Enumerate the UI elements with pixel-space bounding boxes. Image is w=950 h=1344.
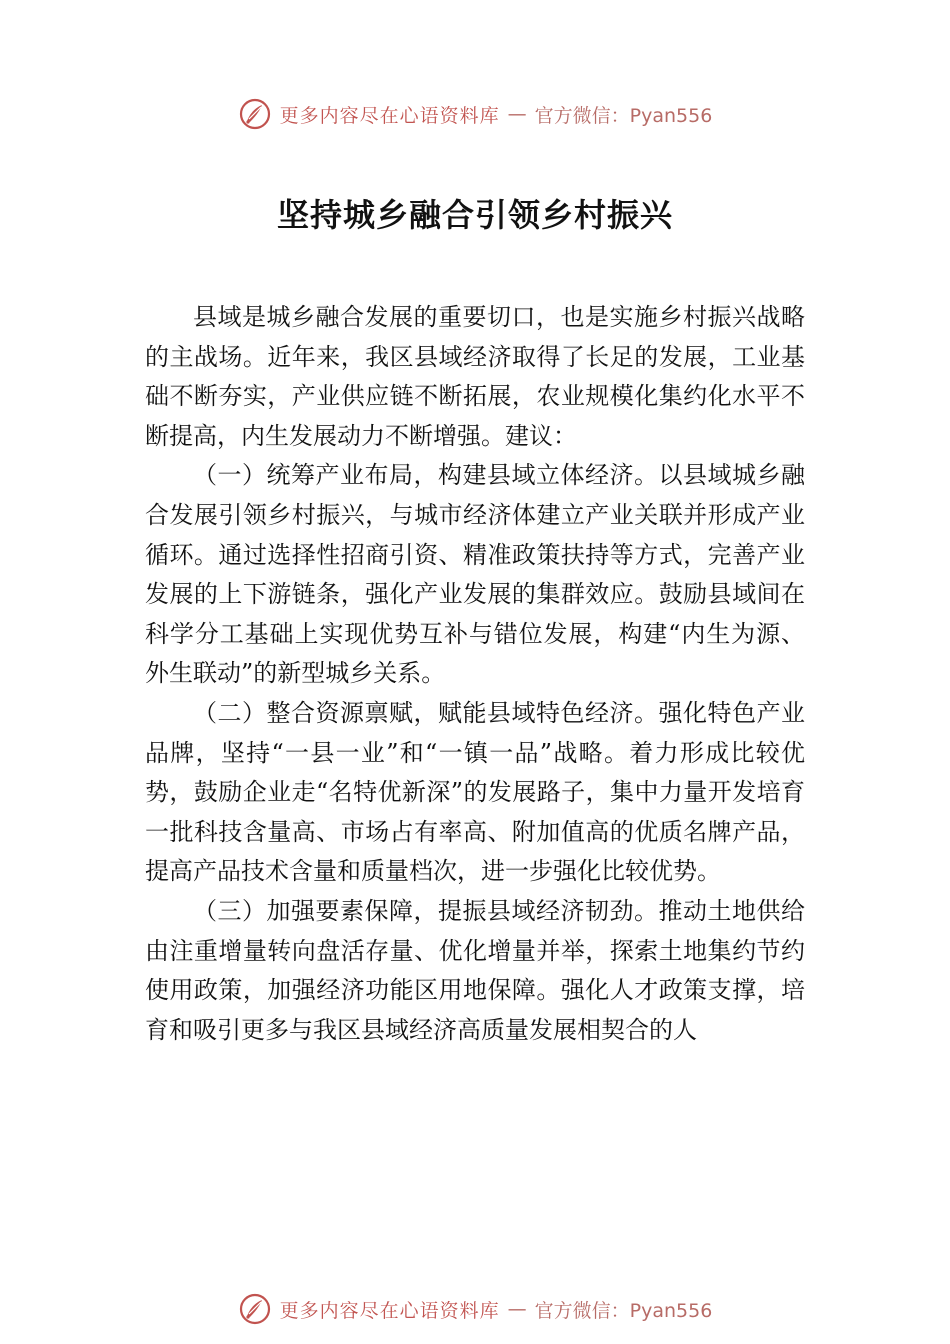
header-watermark: [0, 96, 950, 132]
watermark-text: 更多内容尽在心语资料库: [279, 1299, 500, 1322]
paragraph-intro: 县域是城乡融合发展的重要切口，也是实施乡村振兴战略的主战场。近年来，我区县域经济取得了长足的发展，工业基础不断夯实，产业供应链不断拓展，农业规模化集约化水平不断提高，内生发展动力不断增强。建议：: [145, 303, 805, 450]
paragraph-one: （一）统筹产业布局，构建县域立体经济。以县域城乡融合发展引领乡村振兴，与城市经济体建立产业关联并形成产业循环。通过选择性招商引资、精准政策扶持等方式，完善产业发展的上下游链条，强化产业发展的集群效应。鼓励县域间在科学分工基础上实现优势互补与错位发展，构建“内生为源、外生联动”的新型城乡关系。: [145, 461, 805, 688]
document-body: [145, 298, 805, 1050]
footer-watermark: [0, 1291, 950, 1327]
watermark-wechat: 官方微信：Pyan556: [534, 1299, 713, 1322]
watermark-text: 更多内容尽在心语资料库: [279, 104, 500, 127]
document-title: 坚持城乡融合引领乡村振兴: [276, 196, 673, 234]
pen-logo-icon: [238, 1292, 272, 1326]
pen-logo-icon: [238, 97, 272, 131]
watermark-wechat: 官方微信：Pyan556: [534, 104, 713, 127]
paragraph-two: （二）整合资源禀赋，赋能县域特色经济。强化特色产业品牌，坚持“一县一业”和“一镇一品”战略。着力形成比较优势，鼓励企业走“名特优新深”的发展路子，集中力量开发培育一批科技含量高、市场占有率高、附加值高的优质名牌产品，提高产品技术含量和质量档次，进一步强化比较优势。: [145, 698, 805, 886]
paragraph-three: （三）加强要素保障，提振县域经济韧劲。推动土地供给由注重增量转向盘活存量、优化增量并举，探索土地集约节约使用政策，加强经济功能区用地保障。强化人才政策支撑，培育和吸引更多与我区县域经济高质量发展相契合的人: [145, 896, 805, 1044]
watermark-separator: —: [507, 1298, 527, 1320]
watermark-separator: —: [507, 103, 527, 125]
